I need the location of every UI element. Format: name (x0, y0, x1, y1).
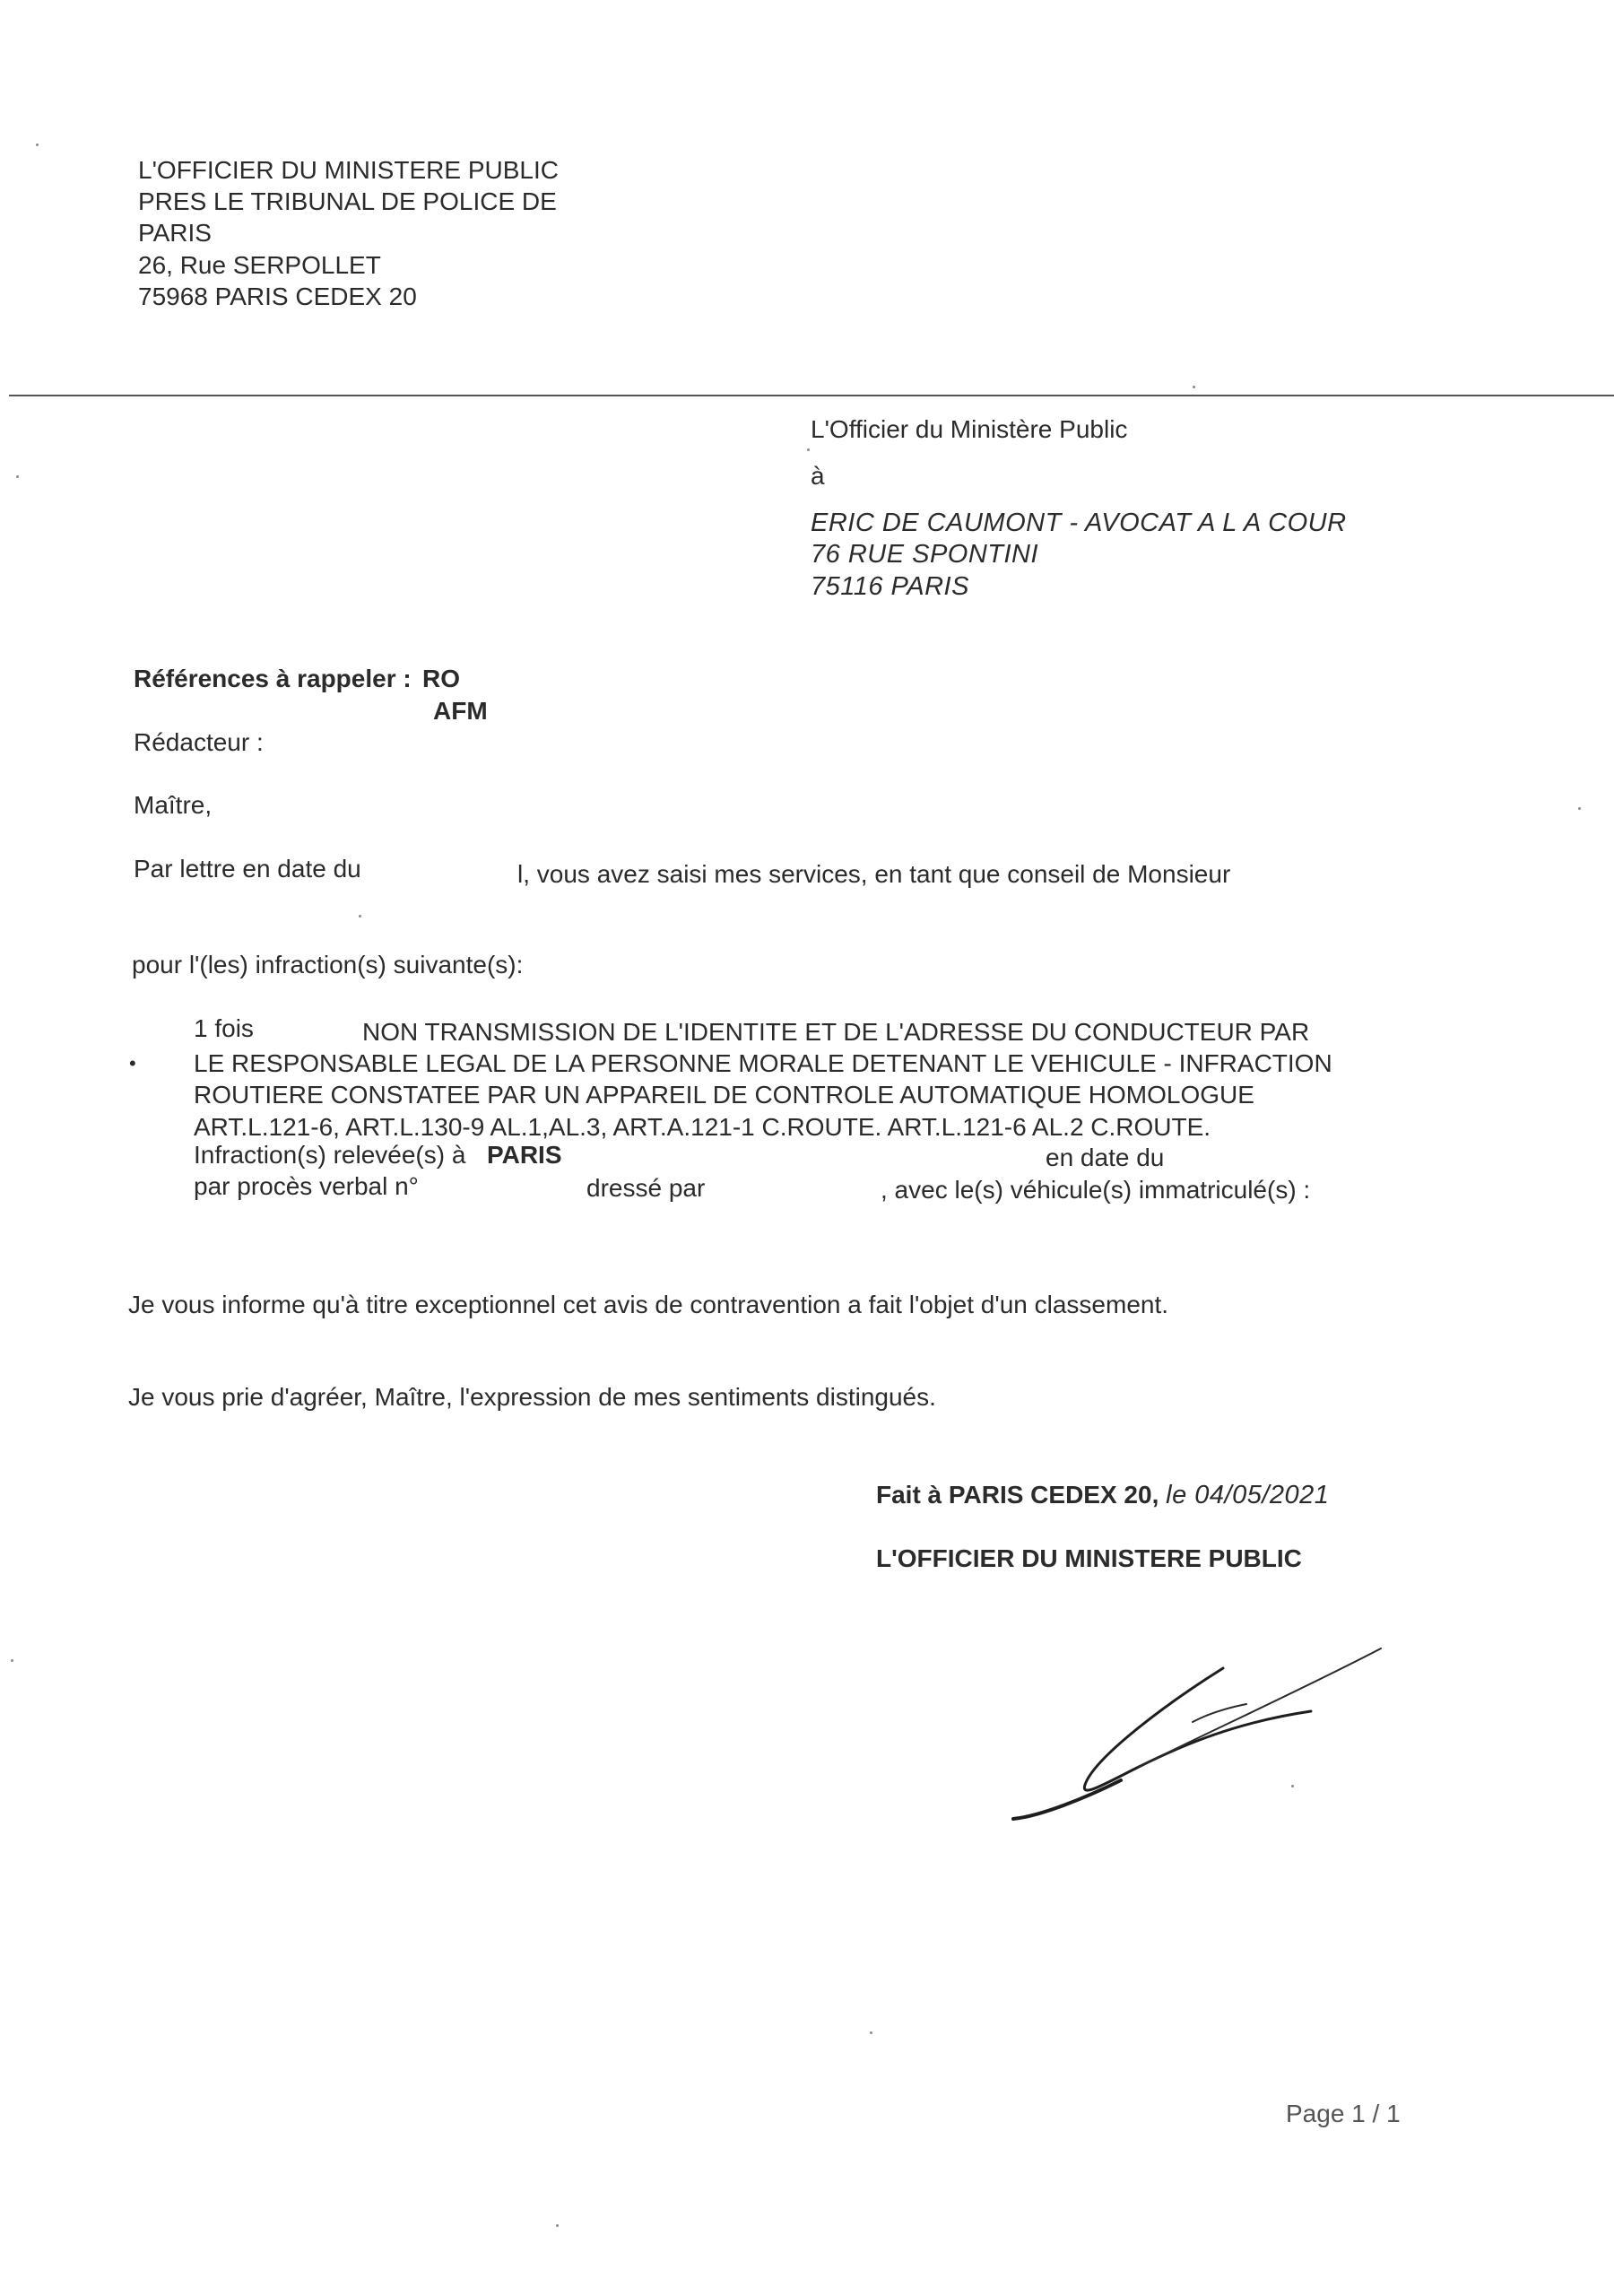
scan-speck (16, 475, 19, 478)
header-separator (9, 395, 1614, 396)
body-paragraph-1: Je vous informe qu'à titre exceptionnel cet avis de contravention a fait l'objet d'un classement. (128, 1291, 1169, 1318)
infractions-intro: pour l'(les) infraction(s) suivante(s): (132, 951, 524, 978)
body-paragraph-2: Je vous prie d'agréer, Maître, l'expression de mes sentiments distingués. (128, 1383, 936, 1411)
scan-speck (1291, 1785, 1294, 1787)
sender-city: 75968 PARIS CEDEX 20 (138, 283, 417, 310)
sender-line-3: PARIS (138, 219, 212, 247)
scan-speck (359, 915, 361, 918)
en-date-du: en date du (1046, 1144, 1165, 1171)
reference-afm: AFM (433, 697, 488, 725)
infraction-count: 1 fois (194, 1014, 254, 1042)
releve-city: PARIS (487, 1141, 562, 1169)
closing-place-date (876, 1479, 1329, 1511)
scan-speck (807, 448, 810, 451)
pv-label: par procès verbal n° (194, 1172, 419, 1200)
scan-speck (1578, 807, 1581, 810)
closing-place: Fait à PARIS CEDEX 20, (876, 1481, 1159, 1509)
reference-ro: RO (422, 665, 460, 692)
intro-date-label: Par lettre en date du (134, 855, 361, 883)
closing-date: le 04/05/2021 (1166, 1481, 1330, 1509)
scan-speck (36, 144, 39, 146)
scan-speck (870, 2031, 872, 2034)
recipient-city: 75116 PARIS (811, 572, 969, 601)
infraction-line-4: ART.L.121-6, ART.L.130-9 AL.1,AL.3, ART.A.121-1 C.ROUTE. ART.L.121-6 AL.2 C.ROUTE. (194, 1113, 1211, 1141)
scan-speck (1193, 386, 1195, 388)
sender-line-2: PRES LE TRIBUNAL DE POLICE DE (138, 187, 557, 215)
infraction-line-2: LE RESPONSABLE LEGAL DE LA PERSONNE MORALE DETENANT LE VEHICULE - INFRACTION (194, 1049, 1332, 1077)
vehicule-label: , avec le(s) véhicule(s) immatriculé(s) : (881, 1176, 1311, 1204)
recipient-from: L'Officier du Ministère Public (811, 415, 1128, 443)
intro-text: l, vous avez saisi mes services, en tant que conseil de Monsieur (517, 860, 1231, 888)
infraction-line-1: NON TRANSMISSION DE L'IDENTITE ET DE L'ADRESSE DU CONDUCTEUR PAR (362, 1018, 1310, 1046)
signatory-title: L'OFFICIER DU MINISTERE PUBLIC (876, 1544, 1302, 1572)
recipient-name: ERIC DE CAUMONT - AVOCAT A L A COUR (811, 509, 1347, 537)
bullet-icon: • (129, 1052, 136, 1074)
recipient-to: à (811, 462, 825, 490)
signature-image (986, 1632, 1399, 1830)
sender-line-1: L'OFFICIER DU MINISTERE PUBLIC (138, 156, 559, 184)
infraction-line-3: ROUTIERE CONSTATEE PAR UN APPAREIL DE CONTROLE AUTOMATIQUE HOMOLOGUE (194, 1081, 1254, 1109)
scan-speck (556, 2224, 559, 2227)
references-label: Références à rappeler : (134, 665, 412, 692)
sender-street: 26, Rue SERPOLLET (138, 251, 381, 279)
page-number: Page 1 / 1 (1286, 2100, 1401, 2127)
releve-label: Infraction(s) relevée(s) à (194, 1141, 466, 1169)
recipient-street: 76 RUE SPONTINI (811, 540, 1039, 569)
salutation: Maître, (134, 791, 213, 819)
redacteur-label: Rédacteur : (134, 728, 264, 756)
dresse-par: dressé par (586, 1174, 706, 1202)
scan-speck (11, 1659, 13, 1662)
